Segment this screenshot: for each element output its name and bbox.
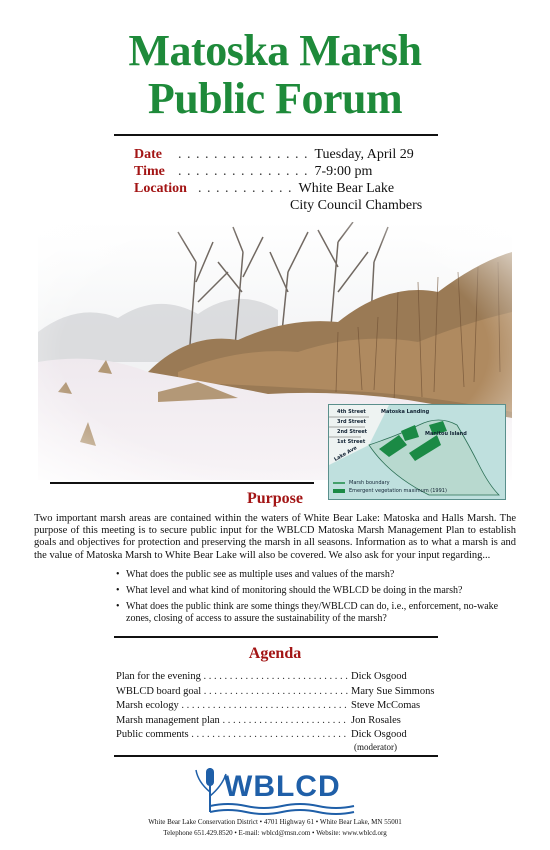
- location-dots: . . . . . . . . . . .: [198, 181, 293, 196]
- map-label-2nd-street: 2nd Street: [337, 429, 367, 435]
- agenda-moderator-note: (moderator): [354, 741, 397, 752]
- logo-text: WBLCD: [224, 770, 341, 803]
- map-label-1st-street: 1st Street: [337, 439, 366, 445]
- agenda-row: [116, 714, 446, 729]
- wblcd-logo: [190, 762, 360, 814]
- marsh-map: [328, 404, 506, 500]
- agenda-row: [116, 685, 446, 700]
- time-label: Time: [134, 164, 165, 179]
- map-label-3rd-street: 3rd Street: [337, 419, 366, 425]
- map-label-manitou-island: Manitou Island: [425, 431, 467, 437]
- footer-contact: Telephone 651.429.8520 • E-mail: wblcd@msn.com • Website: www.wblcd.org: [163, 829, 387, 837]
- agenda-item: WBLCD board goal . . .: [116, 685, 349, 700]
- date-label: Date: [134, 147, 162, 162]
- agenda-row: [116, 728, 446, 743]
- date-value: Tuesday, April 29: [314, 147, 414, 162]
- agenda-person: Dick Osgood: [351, 729, 407, 740]
- agenda-list: [116, 670, 446, 752]
- map-legend-vegetation: Emergent vegetation maximum (1991): [349, 488, 447, 494]
- list-item: • What does the public see as multiple uses and values of the marsh?: [116, 569, 512, 581]
- location-value-2: City Council Chambers: [290, 198, 423, 213]
- purpose-heading: Purpose: [247, 490, 303, 507]
- map-label-4th-street: 4th Street: [337, 409, 366, 415]
- footer-address: White Bear Lake Conservation District • 4701 Highway 61 • White Bear Lake, MN 55001: [148, 818, 402, 826]
- agenda-person: Steve McComas: [351, 700, 421, 711]
- list-item: • What level and what kind of monitoring should the WBLCD be doing in the marsh?: [116, 585, 512, 597]
- purpose-paragraph: Two important marsh areas are contained within the waters of White Bear Lake: Matoska and Halls Marsh. The purpose of this meeting is to secure public input for the WBLCD Matoska Marsh Management Plan to establish goals and objectives for protection and preserving the marsh in all seasons. Information as to what a marsh is and the value of Matoska Marsh to White Bear Lake will also be covered. We also ask for your input regarding...: [34, 513, 516, 561]
- agenda-item: Plan for the evening . . .: [116, 670, 349, 685]
- map-label-matoska-landing: Matoska Landing: [381, 409, 430, 415]
- agenda-item: Marsh management plan . . .: [116, 714, 349, 729]
- agenda-row: [116, 699, 446, 714]
- logo-divider: [114, 755, 438, 757]
- date-row: [134, 146, 454, 163]
- location-row-2: [134, 197, 454, 214]
- purpose-bullets: [116, 569, 512, 629]
- map-legend-boundary: Marsh boundary: [349, 480, 390, 486]
- agenda-divider: [114, 636, 438, 638]
- agenda-item: Marsh ecology . . .: [116, 699, 349, 714]
- agenda-person: Mary Sue Simmons: [351, 685, 435, 697]
- page-title-line2: Public Forum: [147, 74, 403, 123]
- time-dots: . . . . . . . . . . . . . . .: [178, 164, 309, 179]
- agenda-row: [116, 670, 446, 685]
- location-label: Location: [134, 181, 187, 196]
- event-details: [134, 146, 454, 214]
- wave-icon: [210, 802, 360, 816]
- agenda-item: Public comments . . .: [116, 728, 349, 743]
- time-row: [134, 163, 454, 180]
- time-value: 7-9:00 pm: [314, 164, 373, 179]
- purpose-divider: [50, 482, 314, 484]
- location-value: White Bear Lake: [298, 181, 395, 196]
- agenda-heading: Agenda: [248, 645, 302, 662]
- list-item: • What does the public think are some things they/WBLCD can do, i.e., enforcement, no-wake zones, closing of access to assure the sustainability of the marsh?: [116, 601, 512, 625]
- agenda-person: Jon Rosales: [351, 714, 401, 726]
- title-divider: [114, 134, 438, 136]
- location-row: [134, 180, 454, 197]
- agenda-person: Dick Osgood: [351, 671, 407, 682]
- page-title-line1: Matoska Marsh: [128, 26, 422, 75]
- map-label-lake-ave: Lake Ave: [333, 445, 359, 463]
- date-dots: . . . . . . . . . . . . . . .: [178, 147, 309, 162]
